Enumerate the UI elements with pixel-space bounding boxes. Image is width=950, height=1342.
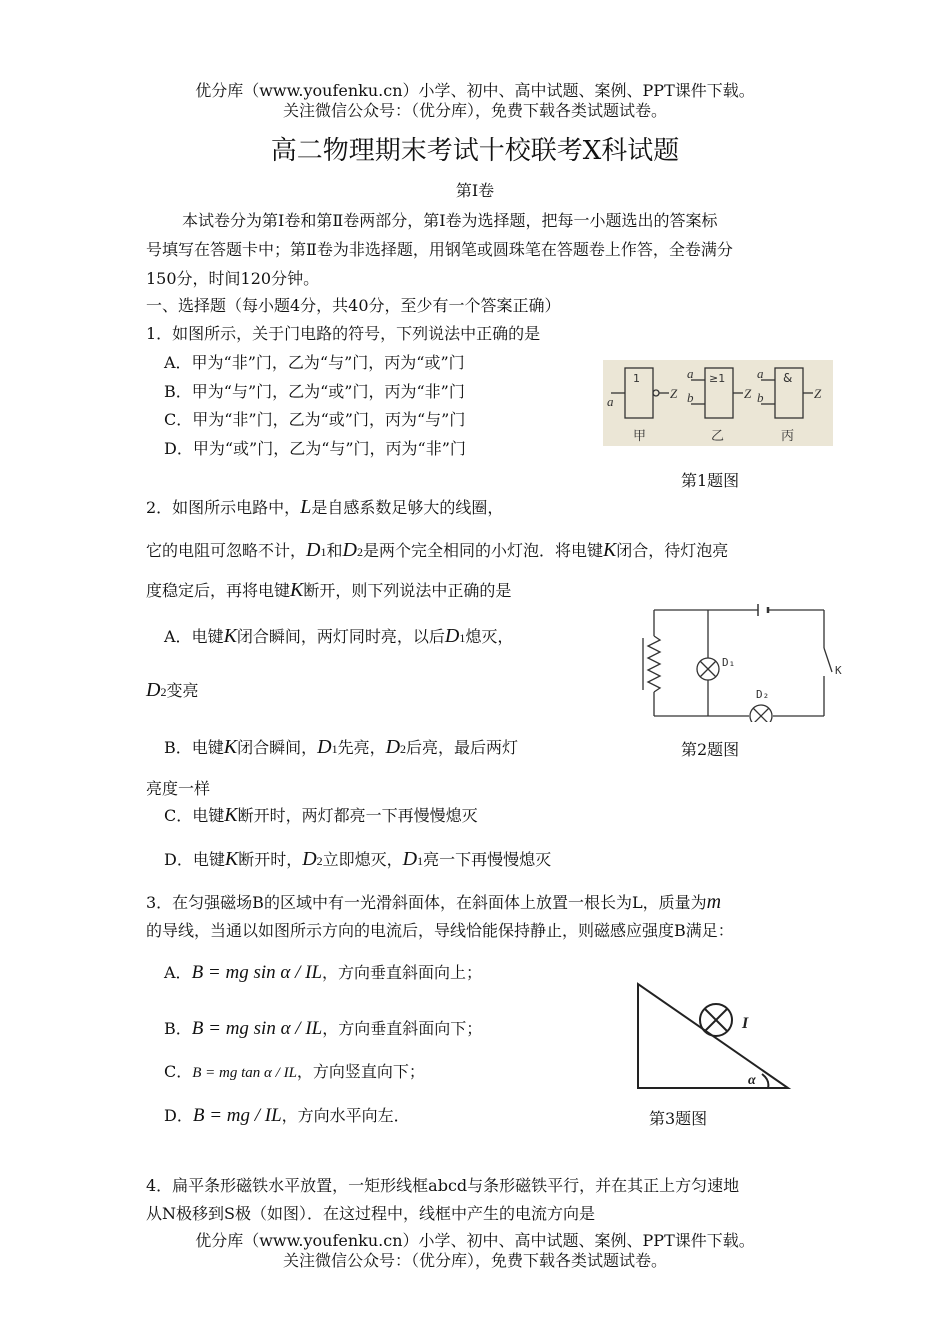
gate-2-input-b: b [687,390,694,405]
q4-line-2: 从N极移到S极（如图）．在这过程中，线框中产生的电流方向是 [146,1204,595,1223]
q1-option-a: A．甲为“非”门，乙为“与”门，丙为“或”门 [164,353,465,372]
formula-d: B = mg / IL [192,1105,282,1126]
label-d1: D₁ [722,656,736,669]
gate-1-input-a: a [607,394,614,409]
gate-3-name: 丙 [781,429,795,444]
intro-line-1: 本试卷分为第Ⅰ卷和第Ⅱ卷两部分，第Ⅰ卷为选择题，把每一小题选出的答案标 [182,211,718,230]
symbol-D2: D2 [342,539,363,561]
gate-3-symbol: & [783,371,793,385]
intro-line-3: 150分，时间120分钟。 [146,269,320,288]
q3-line-1: 3．在匀强磁场B的区域中有一光滑斜面体，在斜面体上放置一根长为L，质量为m [146,891,722,913]
gate-1-output-z: Z [670,386,678,401]
label-d2: D₂ [756,688,770,701]
symbol-D1: D1 [306,539,327,561]
header-line-2: 关注微信公众号：（优分库），免费下载各类试题试卷。 [282,101,667,120]
page-title: 高二物理期末考试十校联考Ⅹ科试题 [270,136,680,166]
q2-option-c: C．电键K断开时，两灯都亮一下再慢慢熄灭 [164,804,478,826]
intro-line-2: 号填写在答题卡中；第Ⅱ卷为非选择题，用钢笔或圆珠笔在答题卷上作答，全卷满分 [146,240,733,259]
q2-line-2: 它的电阻可忽略不计，D1和D2是两个完全相同的小灯泡．将电键K闭合，待灯泡亮 [146,539,729,561]
q1-option-d: D．甲为“或”门，乙为“与”门，丙为“非”门 [164,439,466,458]
symbol-K: K [602,539,617,561]
q3-option-b: B．B = mg sin α / IL，方向垂直斜面向下； [164,1018,483,1039]
current-label: I [742,1015,749,1032]
gate-2-name: 乙 [711,429,725,444]
q1-option-c: C．甲为“非”门，乙为“或”门，丙为“与”门 [164,410,466,429]
gate-3-input-b: b [757,390,764,405]
volume-label: 第Ⅰ卷 [455,181,495,200]
gate-3-output-z: Z [814,386,822,401]
label-k: K [835,664,842,677]
footer-line-1: 优分库（www.youfenku.cn）小学、初中、高中试题、案例、PPT课件下载。 [195,1231,755,1250]
footer-line-2: 关注微信公众号：（优分库），免费下载各类试题试卷。 [282,1251,667,1270]
formula-c: B = mg tan α / IL [192,1065,297,1081]
q2-line-1: 2．如图所示电路中，L是自感系数足够大的线圈， [146,496,504,518]
q2-line-3: 度稳定后，再将电键K断开，则下列说法中正确的是 [146,579,512,601]
q1-stem: 1．如图所示，关于门电路的符号，下列说法中正确的是 [146,324,541,343]
q2-option-b: B．电键K闭合瞬间，D1先亮，D2后亮，最后两灯 [164,736,519,758]
lamp-d2 [750,705,772,722]
q3-figure-caption: 第3题图 [649,1109,708,1128]
q2-option-a-cont: D2变亮 [146,679,199,701]
angle-label: α [748,1073,756,1088]
q2-option-d: D．电键K断开时，D2立即熄灭，D1亮一下再慢慢熄灭 [164,848,552,870]
symbol-m: m [706,891,722,913]
q3-option-a: A．B = mg sin α / IL，方向垂直斜面向上； [164,962,483,983]
q2-option-b-cont: 亮度一样 [146,779,211,798]
gate-2-symbol: ≥1 [709,372,726,385]
symbol-L: L [300,496,312,518]
gate-1-symbol: 1 [633,372,640,385]
q2-option-a: A．电键K闭合瞬间，两灯同时亮，以后D1熄灭， [164,625,514,647]
q3-option-c: C．B = mg tan α / IL，方向竖直向下； [164,1062,425,1081]
gate-1-name: 甲 [633,429,647,444]
q3-figure-incline [632,978,792,1092]
angle-arc [762,1074,768,1088]
q1-option-b: B．甲为“与”门，乙为“或”门，丙为“非”门 [164,382,465,401]
section-heading: 一、选择题（每小题4分，共40分，至少有一个答案正确） [146,296,561,315]
q3-line-2: 的导线，当通以如图所示方向的电流后，导线恰能保持静止，则磁感应强度B满足： [146,921,734,940]
switch-k [824,648,832,672]
gate-3-input-a: a [757,366,764,381]
formula-a: B = mg sin α / IL [191,962,323,983]
header-line-1: 优分库（www.youfenku.cn）小学、初中、高中试题、案例、PPT课件下载。 [195,81,755,100]
q2-figure-circuit [638,600,848,722]
inductor-l [648,636,660,692]
q4-line-1: 4．扁平条形磁铁水平放置，一矩形线框abcd与条形磁铁平行，并在其正上方匀速地 [146,1176,740,1195]
q1-figure-caption: 第1题图 [681,471,740,490]
formula-b: B = mg sin α / IL [191,1018,323,1039]
q2-figure-caption: 第2题图 [681,740,740,759]
gate-2-input-a: a [687,366,694,381]
q1-figure-logic-gates [603,360,833,446]
q3-option-d: D．B = mg / IL，方向水平向左． [164,1105,410,1126]
gate-2-output-z: Z [744,386,752,401]
